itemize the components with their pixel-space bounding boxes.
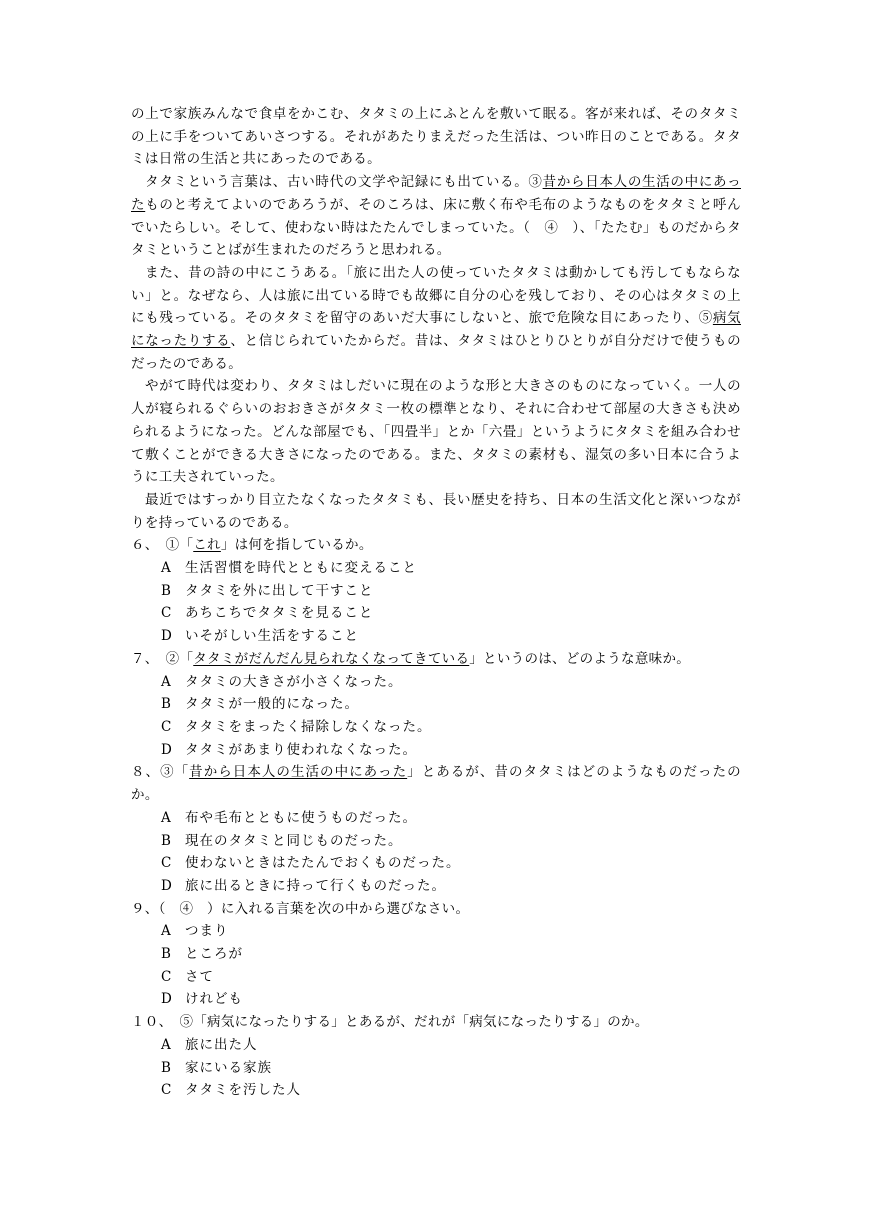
- option-text: タタミを外に出して干すこと: [185, 582, 374, 599]
- option-b: [131, 830, 741, 853]
- underlined-phrase-3: 昔から日本人の生活の中にあった: [131, 174, 741, 213]
- option-text: 家にいる家族: [185, 1059, 272, 1076]
- question-8: [131, 761, 741, 897]
- question-text: 」とあるが、昔のタタミはどのようなものだったのか。: [131, 764, 741, 804]
- option-b: [131, 943, 741, 966]
- option-b: [131, 580, 741, 603]
- option-text: タタミの大きさが小さくなった。: [185, 673, 403, 690]
- passage-paragraph-4: やがて時代は変わり、タタミはしだいに現在のような形と大きさのものになっていく。一人の人が寝られるぐらいのおおきさがタタミ一枚の標準となり、それに合わせて部屋の大きさも決められるようになった。どんな部屋でも、「四畳半」とか「六畳」というようにタタミを組み合わせて敷くことができる大きさになったのである。また、タタミの素材も、湿気の多い日本に合うように工夫されていった。: [131, 378, 741, 486]
- option-text: ところが: [185, 946, 243, 963]
- option-text: 布や毛布とともに使うものだった。: [185, 809, 417, 826]
- passage-paragraph-3: [131, 262, 741, 376]
- option-text: いそがしい生活をすること: [185, 628, 359, 645]
- option-a: [131, 1034, 741, 1057]
- option-letter: D: [161, 741, 172, 758]
- option-letter: C: [161, 718, 172, 735]
- option-text: 現在のタタミと同じものだった。: [185, 832, 403, 849]
- option-letter: D: [161, 628, 172, 645]
- question-10: [131, 1011, 741, 1102]
- option-c: [131, 716, 741, 739]
- option-letter: A: [161, 1036, 171, 1053]
- option-text: さて: [185, 968, 214, 985]
- question-text: 」というのは、どのような意味か。: [469, 650, 691, 667]
- option-text: つまり: [185, 923, 229, 940]
- option-letter: B: [161, 946, 171, 963]
- option-letter: A: [161, 673, 171, 690]
- question-prompt: [131, 648, 741, 671]
- option-letter: D: [161, 877, 172, 894]
- option-letter: D: [161, 991, 172, 1008]
- question-underlined: タタミがだんだん見られなくなってきている: [193, 650, 470, 667]
- question-prompt: [131, 898, 741, 921]
- passage-paragraph-1: の上で家族みんなで食卓をかこむ、タタミの上にふとんを敷いて眠る。客が来れば、そのタタミの上に手をついてあいさつする。それがあたりまえだった生活は、つい昨日のことである。タタミは日常の生活と共にあったのである。: [131, 106, 741, 168]
- option-letter: B: [161, 696, 171, 713]
- passage-paragraph-2: [131, 171, 741, 262]
- option-letter: C: [161, 968, 172, 985]
- option-letter: B: [161, 832, 171, 849]
- option-c: [131, 852, 741, 875]
- question-underlined: これ: [193, 537, 221, 554]
- option-a: [131, 807, 741, 830]
- question-6: [131, 534, 741, 648]
- question-9: [131, 898, 741, 1012]
- option-a: [131, 920, 741, 943]
- option-d: [131, 739, 741, 762]
- option-text: 旅に出た人: [185, 1036, 258, 1053]
- option-letter: C: [161, 1082, 172, 1099]
- option-text: 旅に出るときに持って行くものだった。: [185, 877, 446, 894]
- question-text: ６、 ①「: [131, 537, 194, 554]
- option-text: 生活習慣を時代とともに変えること: [185, 560, 417, 577]
- option-text: タタミがあまり使われなくなった。: [185, 741, 417, 758]
- option-c: [131, 1079, 741, 1102]
- document-page: [131, 103, 741, 1102]
- option-letter: B: [161, 582, 171, 599]
- option-text: タタミをまったく掃除しなくなった。: [185, 718, 432, 735]
- question-text: １０、 ⑤「病気になったりする」とあるが、だれが「病気になったりする」のか。: [131, 1014, 649, 1031]
- option-letter: A: [161, 560, 171, 577]
- option-b: [131, 1057, 741, 1080]
- option-a: [131, 557, 741, 580]
- option-letter: C: [161, 855, 172, 872]
- passage-text: ものと考えてよいのであろうが、そのころは、床に敷く布や毛布のようなものをタタミと呼んでいたらしい。そして、使わない時はたたんでしまっていた。（ ④ ）、「たたむ」ものだからタタミということばが生まれたのだろうと思われる。: [131, 196, 741, 259]
- option-d: [131, 875, 741, 898]
- question-text: ８、③「: [131, 764, 190, 781]
- option-letter: A: [161, 923, 171, 940]
- question-underlined: 昔から日本人の生活の中にあった: [189, 764, 408, 781]
- question-prompt: [131, 761, 741, 806]
- option-letter: A: [161, 809, 171, 826]
- option-text: けれども: [185, 991, 243, 1008]
- question-text: ７、 ②「: [131, 650, 194, 667]
- option-c: [131, 602, 741, 625]
- option-text: 使わないときはたたんでおくものだった。: [185, 855, 461, 872]
- option-letter: B: [161, 1059, 171, 1076]
- passage-text: また、昔の詩の中にこうある。「旅に出た人の使っていたタタミは動かしても汚してもならない」と。なぜなら、人は旅に出ている時でも故郷に自分の心を残しており、その心はタタミの上にも残っている。そのタタミを留守のあいだ大事にしないと、旅で危険な目にあったり、⑤: [131, 264, 741, 327]
- option-letter: C: [161, 605, 172, 622]
- question-7: [131, 648, 741, 762]
- option-b: [131, 693, 741, 716]
- option-d: [131, 625, 741, 648]
- question-text: 」は何を指しているか。: [220, 537, 373, 554]
- underlined-phrase-5: 病気になったりする: [131, 310, 741, 350]
- option-c: [131, 966, 741, 989]
- option-text: あちこちでタタミを見ること: [185, 605, 374, 622]
- passage-paragraph-5: 最近ではすっかり目立たなくなったタタミも、長い歴史を持ち、日本の生活文化と深いつながりを持っているのである。: [131, 491, 741, 531]
- option-text: タタミを汚した人: [185, 1082, 301, 1099]
- passage-text: 、と信じられていたからだ。昔は、タタミはひとりひとりが自分だけで使うものだったのである。: [131, 333, 741, 372]
- option-text: タタミが一般的になった。: [185, 696, 359, 713]
- question-text: ９、（ ④ ）に入れる言葉を次の中から選びなさい。: [131, 900, 470, 917]
- question-prompt: [131, 1011, 741, 1034]
- question-prompt: [131, 534, 741, 557]
- option-a: [131, 671, 741, 694]
- option-d: [131, 988, 741, 1011]
- passage-text: タタミという言葉は、古い時代の文学や記録にも出ている。③: [145, 174, 543, 191]
